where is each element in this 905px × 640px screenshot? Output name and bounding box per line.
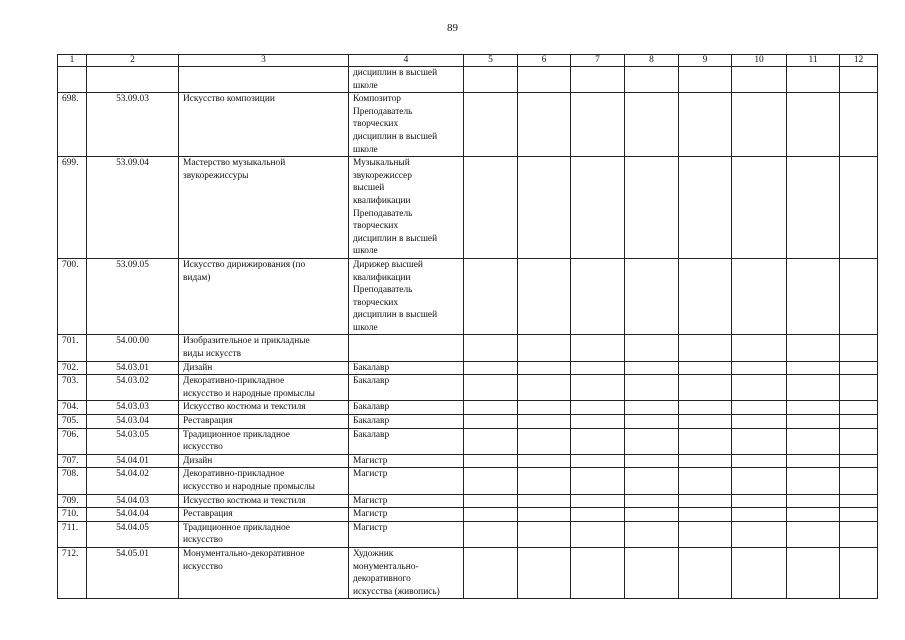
table-row [58, 428, 878, 454]
empty-cell [840, 401, 878, 415]
table-row [58, 361, 878, 375]
table-row [58, 335, 878, 361]
empty-cell [787, 375, 840, 401]
qualification: дисциплин в высшей школе [349, 67, 464, 93]
specialty-name: Искусство костюма и текстиля [179, 401, 349, 415]
empty-cell [625, 401, 679, 415]
empty-cell [787, 508, 840, 522]
specialty-code [87, 67, 179, 93]
empty-cell [732, 521, 787, 547]
empty-cell [518, 67, 571, 93]
empty-cell [732, 157, 787, 259]
empty-cell [625, 547, 679, 598]
empty-cell [787, 401, 840, 415]
empty-cell [732, 401, 787, 415]
row-number: 707. [58, 454, 87, 468]
qualification [349, 335, 464, 361]
specialty-code: 54.04.05 [87, 521, 179, 547]
qualification: Магистр [349, 494, 464, 508]
empty-cell [679, 335, 732, 361]
empty-cell [571, 468, 625, 494]
empty-cell [679, 67, 732, 93]
empty-cell [464, 375, 518, 401]
specialty-code: 53.09.04 [87, 157, 179, 259]
table-row [58, 494, 878, 508]
empty-cell [464, 508, 518, 522]
specialty-name: Дизайн [179, 454, 349, 468]
empty-cell [732, 468, 787, 494]
qualification: Магистр [349, 521, 464, 547]
empty-cell [732, 361, 787, 375]
empty-cell [625, 335, 679, 361]
empty-cell [625, 93, 679, 157]
table-row [58, 415, 878, 429]
empty-cell [518, 375, 571, 401]
row-number: 700. [58, 258, 87, 335]
specialty-name: Изобразительное и прикладные виды искусств [179, 335, 349, 361]
empty-cell [679, 361, 732, 375]
empty-cell [518, 401, 571, 415]
empty-cell [679, 93, 732, 157]
specialty-name: Дизайн [179, 361, 349, 375]
empty-cell [571, 547, 625, 598]
empty-cell [571, 454, 625, 468]
empty-cell [464, 93, 518, 157]
empty-cell [679, 454, 732, 468]
empty-cell [840, 415, 878, 429]
empty-cell [840, 521, 878, 547]
column-header: 2 [87, 55, 179, 67]
empty-cell [518, 361, 571, 375]
empty-cell [840, 93, 878, 157]
empty-cell [679, 375, 732, 401]
column-header: 6 [518, 55, 571, 67]
specialty-name: Мастерство музыкальной звукорежиссуры [179, 157, 349, 259]
empty-cell [787, 67, 840, 93]
empty-cell [787, 494, 840, 508]
column-header: 3 [179, 55, 349, 67]
table-row [58, 454, 878, 468]
qualification: Художник монументально- декоративного искусства (живопись) [349, 547, 464, 598]
empty-cell [787, 415, 840, 429]
empty-cell [464, 454, 518, 468]
empty-cell [679, 494, 732, 508]
specialty-name: Искусство костюма и текстиля [179, 494, 349, 508]
empty-cell [625, 521, 679, 547]
empty-cell [571, 494, 625, 508]
column-header: 5 [464, 55, 518, 67]
empty-cell [787, 428, 840, 454]
empty-cell [625, 375, 679, 401]
empty-cell [518, 454, 571, 468]
table-row [58, 375, 878, 401]
table-row [58, 508, 878, 522]
specialty-name: Реставрация [179, 508, 349, 522]
empty-cell [464, 547, 518, 598]
qualification: Бакалавр [349, 415, 464, 429]
row-number: 706. [58, 428, 87, 454]
empty-cell [840, 375, 878, 401]
empty-cell [840, 157, 878, 259]
empty-cell [840, 468, 878, 494]
empty-cell [732, 494, 787, 508]
empty-cell [732, 508, 787, 522]
specialties-table [57, 54, 878, 599]
qualification: Магистр [349, 454, 464, 468]
empty-cell [518, 468, 571, 494]
specialty-code: 54.04.02 [87, 468, 179, 494]
empty-cell [571, 67, 625, 93]
specialty-name: Реставрация [179, 415, 349, 429]
empty-cell [787, 521, 840, 547]
empty-cell [518, 93, 571, 157]
empty-cell [787, 468, 840, 494]
empty-cell [787, 361, 840, 375]
qualification: Магистр [349, 508, 464, 522]
empty-cell [840, 494, 878, 508]
table-row [58, 93, 878, 157]
empty-cell [679, 157, 732, 259]
row-number: 698. [58, 93, 87, 157]
specialty-name: Декоративно-прикладное искусство и народные промыслы [179, 375, 349, 401]
empty-cell [840, 547, 878, 598]
specialty-code: 54.05.01 [87, 547, 179, 598]
specialty-name [179, 67, 349, 93]
empty-cell [679, 401, 732, 415]
empty-cell [840, 454, 878, 468]
qualification: Магистр [349, 468, 464, 494]
empty-cell [732, 547, 787, 598]
empty-cell [518, 258, 571, 335]
empty-cell [787, 547, 840, 598]
column-header: 7 [571, 55, 625, 67]
specialty-code: 54.04.01 [87, 454, 179, 468]
column-header: 9 [679, 55, 732, 67]
table-row [58, 401, 878, 415]
empty-cell [464, 401, 518, 415]
row-number: 703. [58, 375, 87, 401]
empty-cell [518, 415, 571, 429]
empty-cell [732, 415, 787, 429]
empty-cell [464, 521, 518, 547]
empty-cell [625, 361, 679, 375]
specialty-code: 54.03.05 [87, 428, 179, 454]
empty-cell [625, 157, 679, 259]
specialty-code: 54.03.04 [87, 415, 179, 429]
empty-cell [464, 258, 518, 335]
empty-cell [679, 468, 732, 494]
row-number: 711. [58, 521, 87, 547]
empty-cell [625, 258, 679, 335]
empty-cell [625, 415, 679, 429]
specialty-name: Традиционное прикладное искусство [179, 521, 349, 547]
header-row [58, 55, 878, 67]
empty-cell [571, 335, 625, 361]
qualification: Бакалавр [349, 361, 464, 375]
empty-cell [464, 468, 518, 494]
empty-cell [679, 508, 732, 522]
empty-cell [571, 401, 625, 415]
qualification: Бакалавр [349, 375, 464, 401]
empty-cell [732, 93, 787, 157]
table-row [58, 468, 878, 494]
empty-cell [732, 258, 787, 335]
empty-cell [464, 157, 518, 259]
empty-cell [571, 521, 625, 547]
empty-cell [464, 335, 518, 361]
empty-cell [464, 361, 518, 375]
row-number: 699. [58, 157, 87, 259]
table-row [58, 521, 878, 547]
empty-cell [840, 335, 878, 361]
column-header: 1 [58, 55, 87, 67]
specialty-name: Искусство дирижирования (по видам) [179, 258, 349, 335]
empty-cell [518, 335, 571, 361]
empty-cell [518, 494, 571, 508]
row-number: 702. [58, 361, 87, 375]
empty-cell [679, 521, 732, 547]
empty-cell [518, 428, 571, 454]
empty-cell [625, 428, 679, 454]
empty-cell [518, 157, 571, 259]
table-row [58, 547, 878, 598]
empty-cell [571, 428, 625, 454]
empty-cell [464, 494, 518, 508]
qualification: Композитор Преподаватель творческих дисциплин в высшей школе [349, 93, 464, 157]
specialty-code: 54.03.02 [87, 375, 179, 401]
empty-cell [518, 547, 571, 598]
empty-cell [464, 67, 518, 93]
table-row [58, 258, 878, 335]
specialty-code: 54.03.01 [87, 361, 179, 375]
row-number: 704. [58, 401, 87, 415]
empty-cell [840, 67, 878, 93]
page-number: 89 [447, 22, 458, 34]
empty-cell [571, 375, 625, 401]
empty-cell [625, 454, 679, 468]
empty-cell [732, 67, 787, 93]
empty-cell [679, 258, 732, 335]
row-number: 708. [58, 468, 87, 494]
empty-cell [625, 67, 679, 93]
qualification: Дирижер высшей квалификации Преподаватель творческих дисциплин в высшей школе [349, 258, 464, 335]
empty-cell [571, 361, 625, 375]
empty-cell [571, 157, 625, 259]
empty-cell [787, 335, 840, 361]
empty-cell [518, 521, 571, 547]
empty-cell [464, 428, 518, 454]
empty-cell [625, 494, 679, 508]
column-header: 4 [349, 55, 464, 67]
qualification: Музыкальный звукорежиссер высшей квалификации Преподаватель творческих дисциплин в высшей школе [349, 157, 464, 259]
empty-cell [464, 415, 518, 429]
row-number: 709. [58, 494, 87, 508]
column-header: 11 [787, 55, 840, 67]
empty-cell [571, 415, 625, 429]
empty-cell [679, 547, 732, 598]
empty-cell [787, 93, 840, 157]
specialty-name: Декоративно-прикладное искусство и народные промыслы [179, 468, 349, 494]
empty-cell [571, 258, 625, 335]
specialty-code: 53.09.03 [87, 93, 179, 157]
empty-cell [787, 157, 840, 259]
row-number: 701. [58, 335, 87, 361]
empty-cell [625, 468, 679, 494]
column-header: 10 [732, 55, 787, 67]
empty-cell [732, 428, 787, 454]
specialty-name: Монументально-декоративное искусство [179, 547, 349, 598]
specialty-name: Искусство композиции [179, 93, 349, 157]
empty-cell [732, 335, 787, 361]
empty-cell [840, 428, 878, 454]
empty-cell [840, 361, 878, 375]
row-number: 705. [58, 415, 87, 429]
row-number: 712. [58, 547, 87, 598]
qualification: Бакалавр [349, 428, 464, 454]
specialty-code: 54.00.00 [87, 335, 179, 361]
specialty-code: 54.04.04 [87, 508, 179, 522]
row-number [58, 67, 87, 93]
empty-cell [787, 454, 840, 468]
empty-cell [518, 508, 571, 522]
empty-cell [840, 258, 878, 335]
column-header: 12 [840, 55, 878, 67]
empty-cell [840, 508, 878, 522]
table-row [58, 67, 878, 93]
empty-cell [571, 93, 625, 157]
empty-cell [787, 258, 840, 335]
column-header: 8 [625, 55, 679, 67]
specialty-code: 54.03.03 [87, 401, 179, 415]
empty-cell [571, 508, 625, 522]
specialty-code: 54.04.03 [87, 494, 179, 508]
empty-cell [732, 454, 787, 468]
empty-cell [679, 415, 732, 429]
specialty-name: Традиционное прикладное искусство [179, 428, 349, 454]
row-number: 710. [58, 508, 87, 522]
empty-cell [679, 428, 732, 454]
qualification: Бакалавр [349, 401, 464, 415]
empty-cell [732, 375, 787, 401]
specialty-code: 53.09.05 [87, 258, 179, 335]
table-row [58, 157, 878, 259]
empty-cell [625, 508, 679, 522]
